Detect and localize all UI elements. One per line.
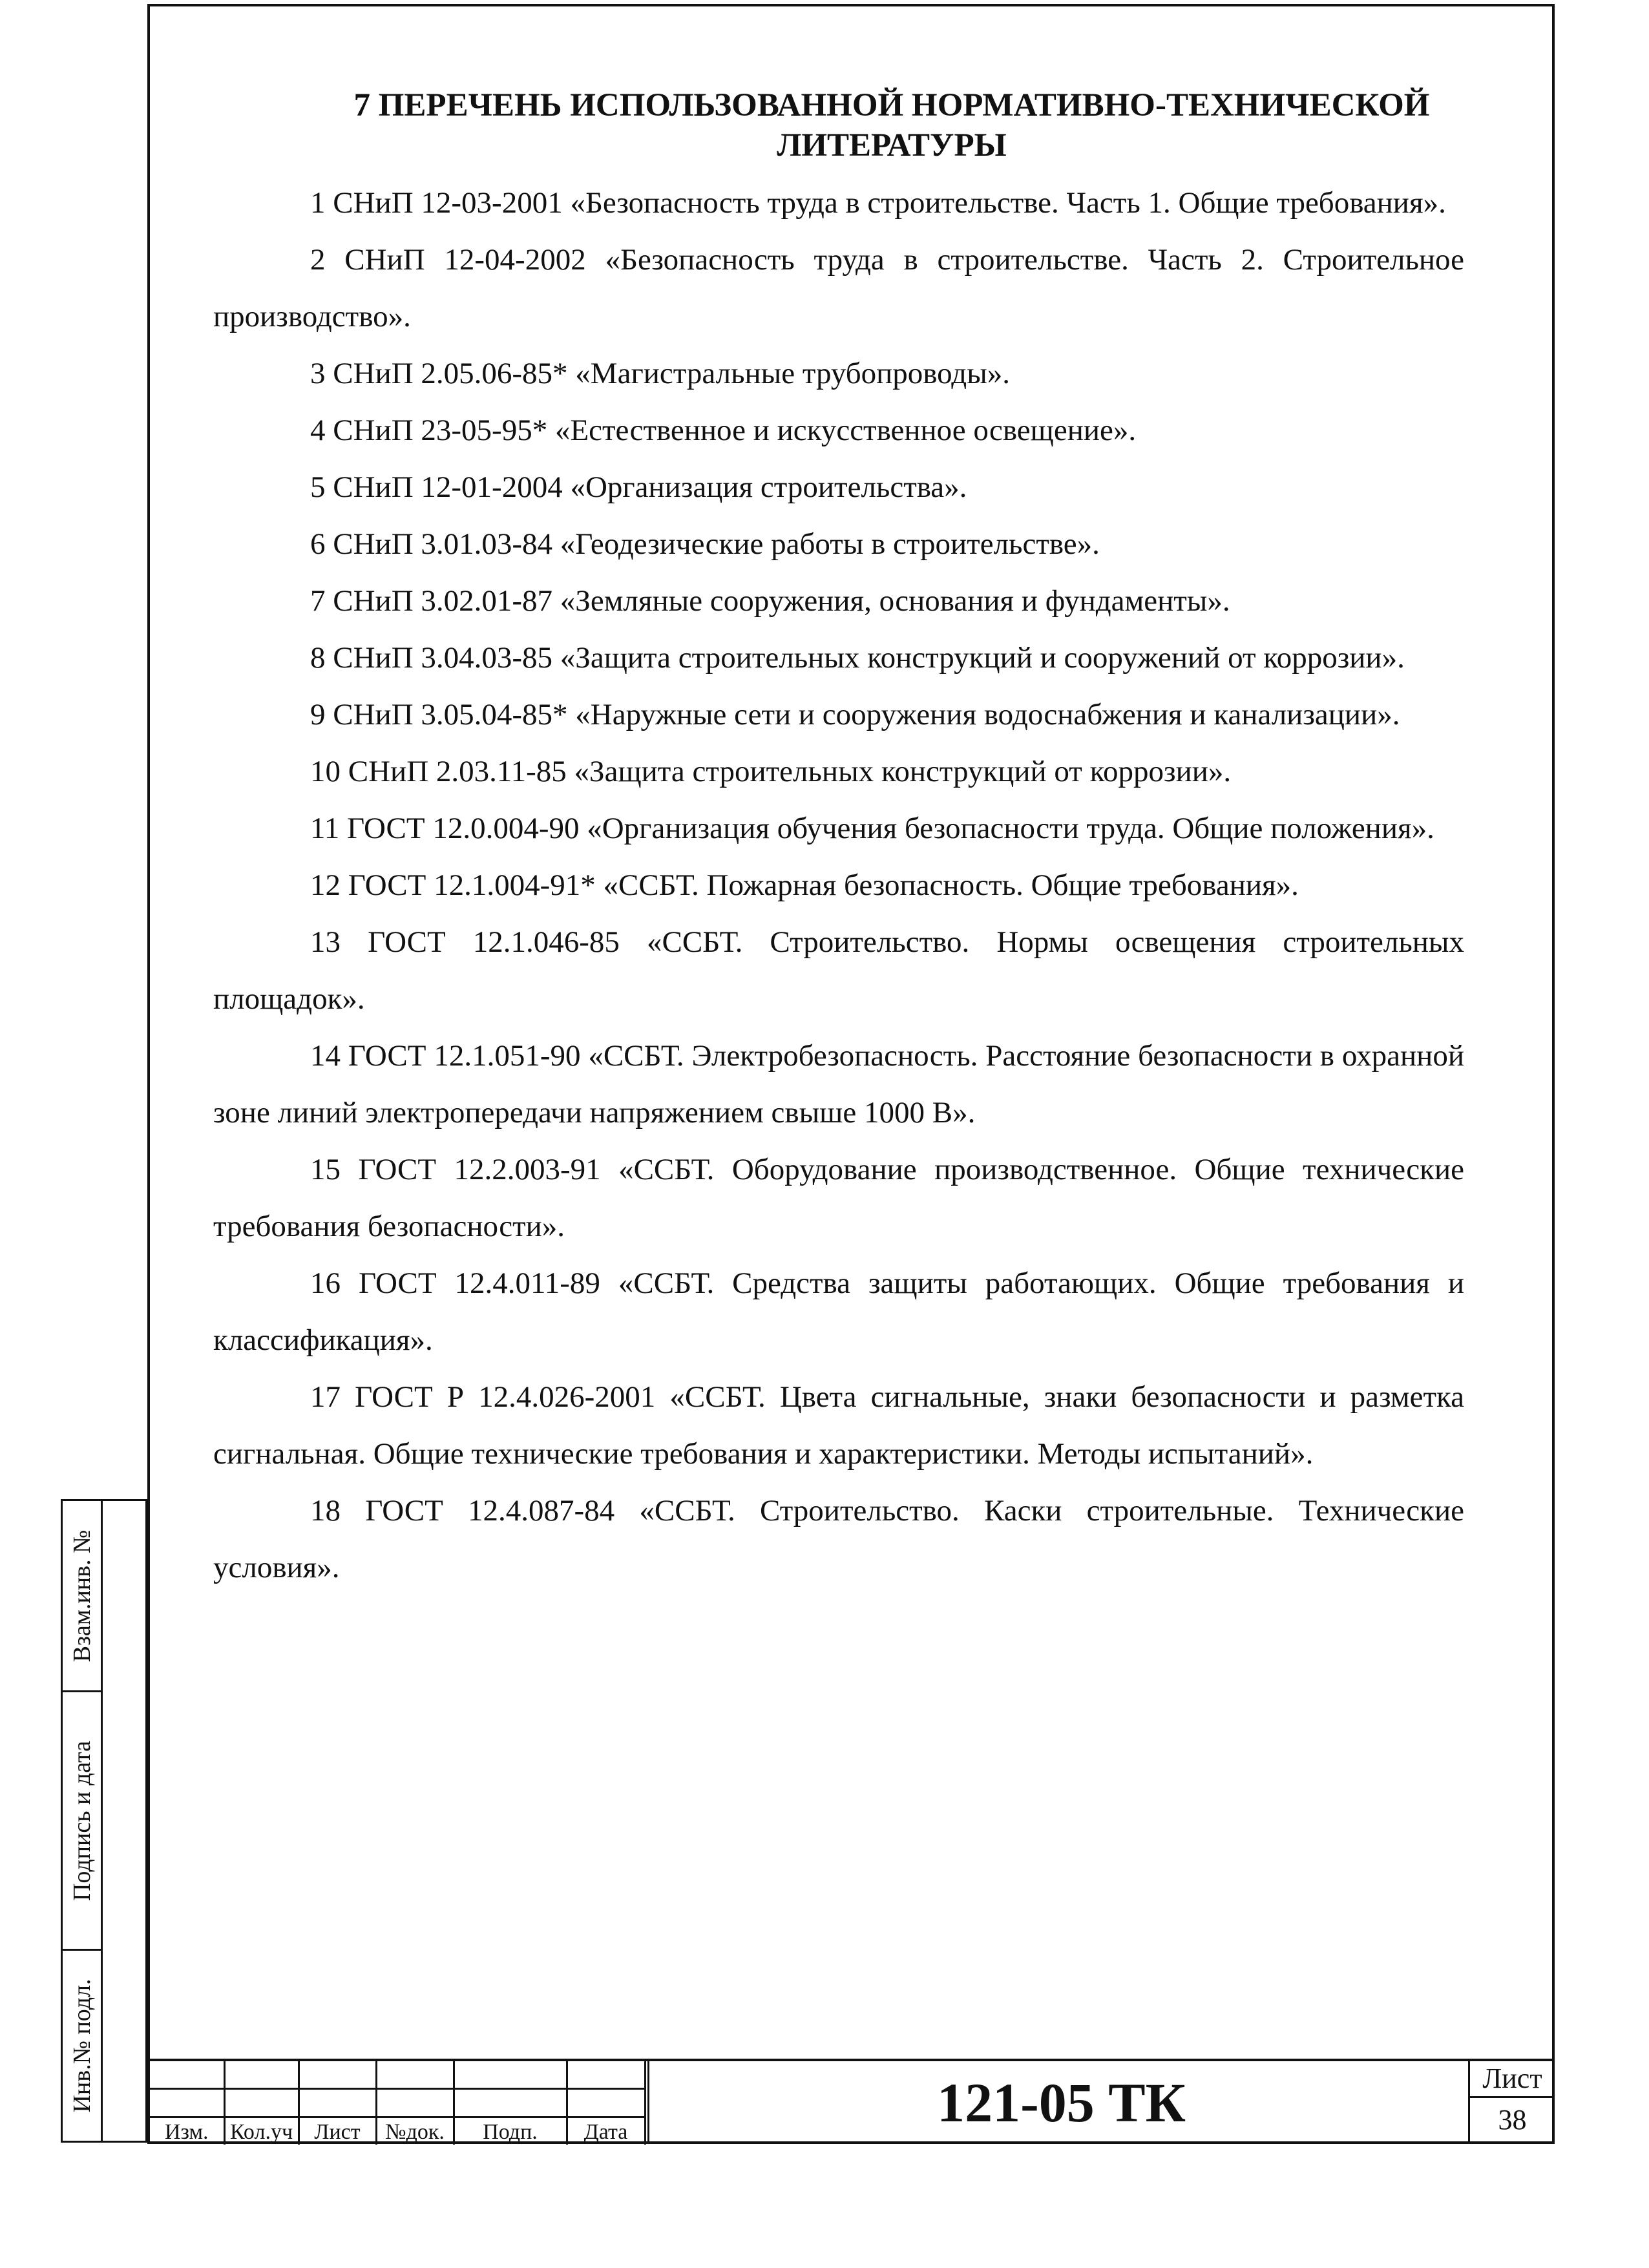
reference-item: 7 СНиП 3.02.01-87 «Земляные сооружения, основания и фундаменты». [310,584,1230,618]
original-inventory-label: Инв.№ подл. [68,1979,96,2113]
col-sheet: Лист [299,2117,376,2145]
sheet-number: 38 [1498,2104,1527,2136]
reference-list [213,174,1464,1596]
replaced-inventory-cell [63,1501,103,1692]
signature-date-label: Подпись и дата [68,1740,96,1901]
reference-item: 11 ГОСТ 12.0.004-90 «Организация обучения безопасности труда. Общие положения». [310,812,1434,845]
title-block [150,2059,1555,2144]
revision-row [150,2061,645,2089]
section-heading [271,85,1512,165]
reference-item: 13 ГОСТ 12.1.046-85 «ССБТ. Строительство. Нормы освещения строительных площадок». [213,925,1464,1016]
original-inventory-cell [63,1951,103,2141]
reference-item: 5 СНиП 12-01-2004 «Организация строительства». [310,470,967,504]
reference-item: 18 ГОСТ 12.4.087-84 «ССБТ. Строительство. Каски строительные. Технические условия». [213,1494,1464,1584]
reference-item: 3 СНиП 2.05.06-85* «Магистральные трубопроводы». [310,357,1011,390]
signature-date-cell [63,1692,103,1951]
revision-table [150,2061,646,2145]
reference-item: 17 ГОСТ Р 12.4.026-2001 «ССБТ. Цвета сигнальные, знаки безопасности и разметка сигнальная. Общие технические требования и характеристики. Методы испытаний». [213,1380,1464,1471]
reference-item: 1 СНиП 12-03-2001 «Безопасность труда в строительстве. Часть 1. Общие требования». [310,186,1446,220]
reference-item: 14 ГОСТ 12.1.051-90 «ССБТ. Электробезопасность. Расстояние безопасности в охранной зоне линий электропередачи напряжением свыше 1000 В». [213,1039,1464,1129]
reference-item: 6 СНиП 3.01.03-84 «Геодезические работы в строительстве». [310,527,1100,561]
heading-line-1: 7 ПЕРЕЧЕНЬ ИСПОЛЬЗОВАННОЙ НОРМАТИВНО-ТЕХНИЧЕСКОЙ [353,87,1430,123]
reference-item: 12 ГОСТ 12.1.004-91* «ССБТ. Пожарная безопасность. Общие требования». [310,868,1299,902]
document-code: 121-05 ТК [647,2061,1473,2144]
reference-item: 16 ГОСТ 12.4.011-89 «ССБТ. Средства защиты работающих. Общие требования и классификация». [213,1266,1464,1357]
revision-header-row [150,2117,645,2145]
sheet-box [1468,2061,1555,2144]
col-signature: Подп. [454,2117,567,2145]
reference-item: 15 ГОСТ 12.2.003-91 «ССБТ. Оборудование производственное. Общие технические требования безопасности». [213,1153,1464,1243]
col-doc-number: №док. [376,2117,454,2145]
col-change: Изм. [150,2117,224,2145]
reference-item: 8 СНиП 3.04.03-85 «Защита строительных конструкций и сооружений от коррозии». [310,641,1405,675]
reference-item: 9 СНиП 3.05.04-85* «Наружные сети и сооружения водоснабжения и канализации». [310,698,1400,731]
reference-item: 2 СНиП 12-04-2002 «Безопасность труда в строительстве. Часть 2. Строительное производство». [213,243,1464,333]
heading-line-2: ЛИТЕРАТУРЫ [777,127,1007,163]
replaced-inventory-label: Взам.инв. № [68,1529,96,1662]
reference-item: 10 СНиП 2.03.11-85 «Защита строительных конструкций от коррозии». [310,755,1232,788]
revision-row [150,2089,645,2117]
col-date: Дата [567,2117,645,2145]
sheet-label: Лист [1470,2061,1555,2098]
reference-item: 4 СНиП 23-05-95* «Естественное и искусственное освещение». [310,414,1137,447]
side-stamp [61,1499,147,2143]
col-quantity: Кол.уч [224,2117,299,2145]
